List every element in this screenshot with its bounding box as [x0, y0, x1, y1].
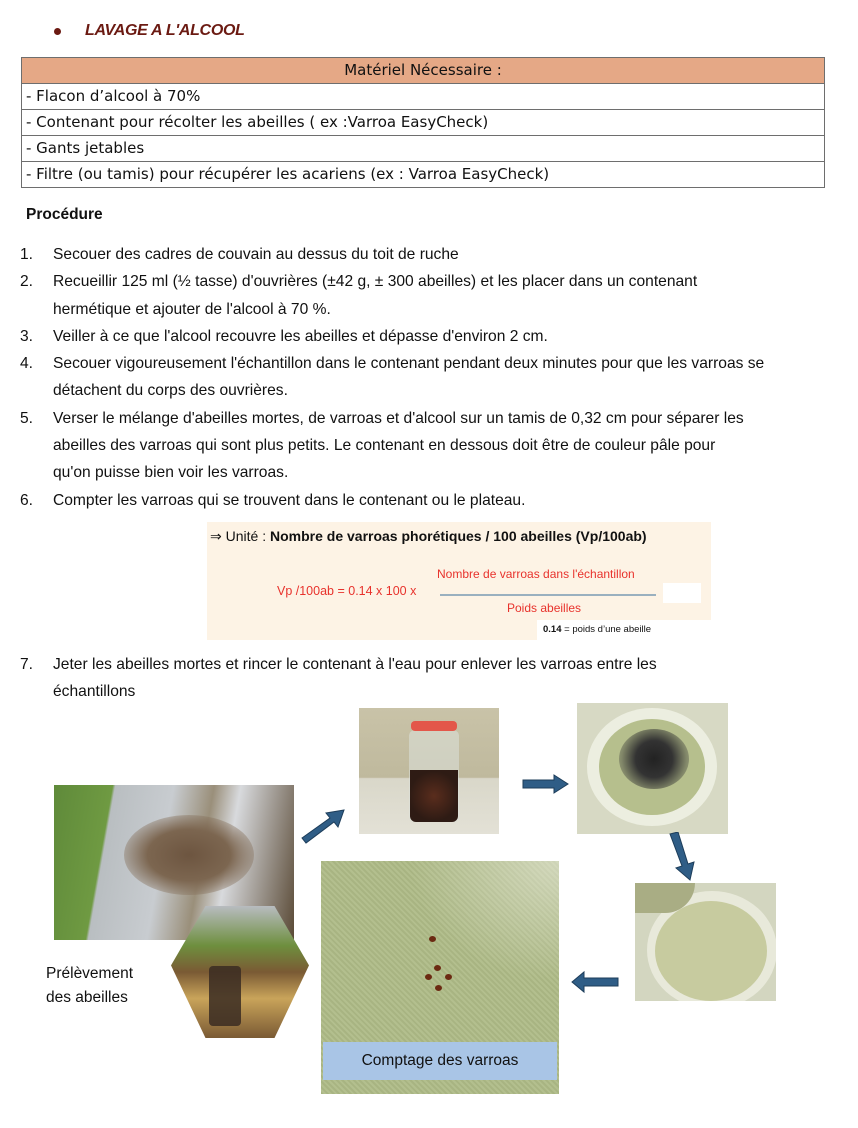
jar-content [410, 770, 458, 822]
step-number: 3. [20, 327, 34, 345]
formula-lhs: Vp /100ab = 0.14 x 100 x [277, 584, 417, 598]
varroa-mite [435, 985, 442, 991]
arrow-left-icon [570, 970, 622, 994]
procedure-title: Procédure [26, 206, 103, 223]
jar-shape [209, 966, 241, 1026]
varroa-mite [429, 936, 436, 942]
materials-item: - Contenant pour récolter les abeilles ( ex :Varroa EasyCheck) [22, 110, 825, 136]
caption-line: Prélèvement [46, 965, 134, 982]
unit-prefix: ⇒ Unité : [210, 528, 270, 544]
caption-sampling [46, 962, 133, 1010]
caption-counting: Comptage des varroas [323, 1042, 557, 1080]
tray-shine [409, 861, 559, 981]
step-text: Verser le mélange d'abeilles mortes, de varroas et d'alcool sur un tamis de 0,32 cm pour séparer les abeilles des varroas qui sont plus petits. Le contenant en dessous doit être de couleur pâle pour qu'on puisse bien voir les varroas. [53, 409, 744, 482]
procedure-step [20, 350, 810, 405]
materials-header: Matériel Nécessaire : [22, 58, 825, 84]
dead-bees [619, 729, 689, 789]
bowl-inner [655, 901, 767, 1001]
section-heading [54, 20, 245, 42]
procedure-step [20, 487, 810, 514]
step-number: 5. [20, 409, 34, 427]
materials-item: - Filtre (ou tamis) pour récupérer les acariens (ex : Varroa EasyCheck) [22, 162, 825, 188]
formula-box [207, 522, 711, 640]
materials-table [21, 57, 825, 188]
step-text: Secouer des cadres de couvain au dessus du toit de ruche [53, 246, 459, 263]
step-number: 1. [20, 246, 34, 263]
arrow-right-icon [522, 774, 570, 794]
step-text: Veiller à ce que l'alcool recouvre les abeilles et dépasse d'environ 2 cm. [53, 327, 548, 345]
photo-jar-alcohol [359, 708, 499, 834]
procedure-step [20, 405, 810, 487]
materials-row [22, 110, 825, 136]
arrow-down-icon [666, 832, 700, 882]
step-text: Compter les varroas qui se trouvent dans le contenant ou le plateau. [53, 491, 526, 509]
varroa-mite [434, 965, 441, 971]
unit-definition: Nombre de varroas phorétiques / 100 abeilles (Vp/100ab) [269, 528, 647, 544]
bees-on-tray [124, 815, 254, 895]
note-value: 0.14 [543, 624, 562, 635]
caption-line: des abeilles [46, 989, 128, 1006]
formula-note [537, 620, 717, 640]
varroa-mite [425, 974, 432, 980]
step-text: Recueillir 125 ml (½ tasse) d'ouvrières (±42 g, ± 300 abeilles) et les placer dans un contenant hermétique et ajouter de l'alcool à 70 %. [53, 273, 698, 318]
procedure-steps [20, 241, 810, 514]
formula-numerator: Nombre de varroas dans l'échantillon [437, 567, 635, 581]
step-number: 7. [20, 656, 34, 673]
step-number: 4. [20, 355, 34, 373]
procedure-step [20, 268, 810, 323]
step-text: Secouer vigoureusement l'échantillon dans le contenant pendant deux minutes pour que les varroas se détachent du corps des ouvrières. [53, 355, 765, 400]
materials-item: - Gants jetables [22, 136, 825, 162]
procedure-step [20, 323, 810, 350]
fraction-bar [440, 594, 656, 596]
procedure-step [20, 651, 810, 706]
materials-item: - Flacon d’alcool à 70% [22, 84, 825, 110]
materials-row [22, 84, 825, 110]
note-text: = poids d’une abeille [561, 624, 652, 635]
arrow-up-right-icon [300, 808, 348, 848]
photo-counting [321, 861, 559, 1094]
formula-blank [663, 583, 701, 603]
procedure-step [20, 241, 810, 268]
formula-denominator: Poids abeilles [507, 601, 582, 615]
step-number: 6. [20, 491, 34, 509]
photo-bowl [635, 883, 776, 1001]
materials-header-row [22, 58, 825, 84]
section-title: LAVAGE A L'ALCOOL [85, 22, 245, 39]
jar-lid [411, 721, 457, 731]
step-text: Jeter les abeilles mortes et rincer le contenant à l'eau pour enlever les varroas entre les échantillons [53, 656, 657, 701]
bullet-icon [54, 28, 61, 35]
photo-sieve [577, 703, 728, 834]
materials-row [22, 136, 825, 162]
varroa-mite [445, 974, 452, 980]
formula-unit [210, 528, 647, 545]
materials-row [22, 162, 825, 188]
step-number: 2. [20, 273, 34, 291]
